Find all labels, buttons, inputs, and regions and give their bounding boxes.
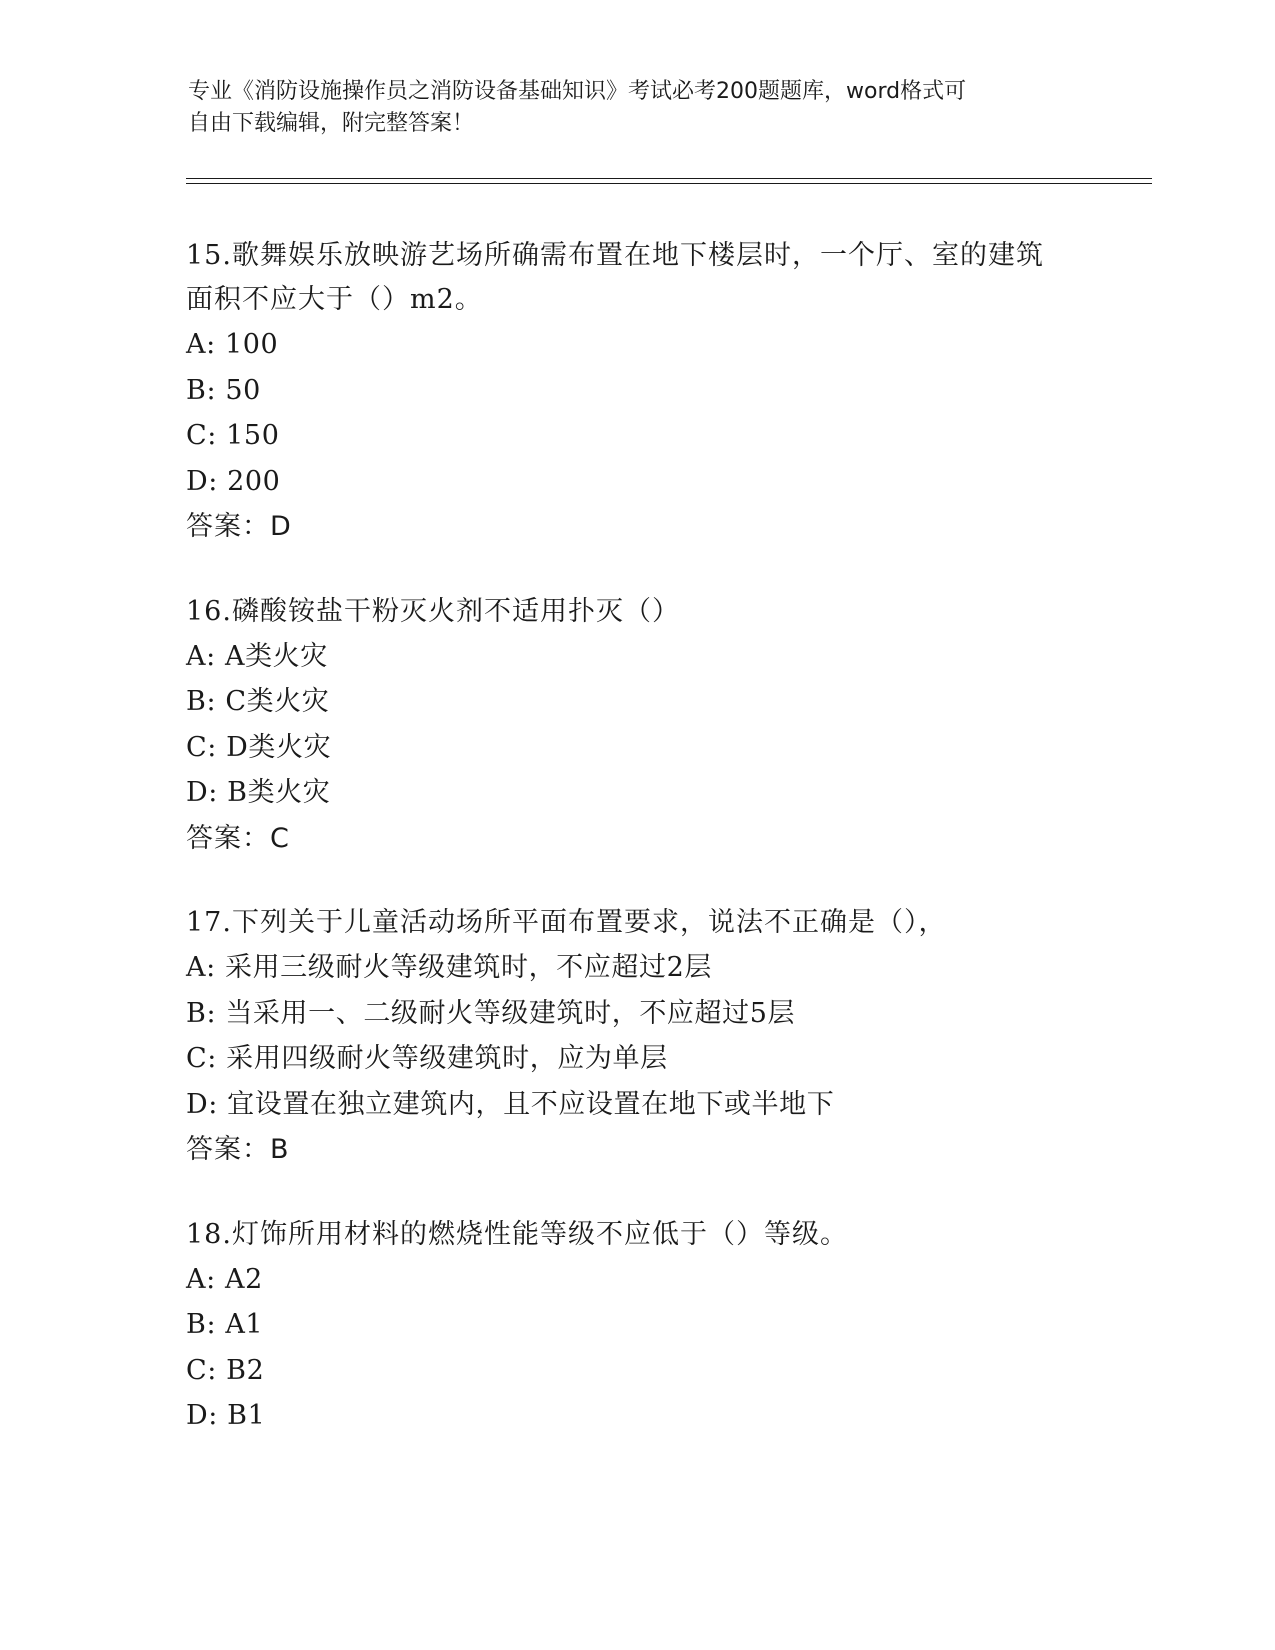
question-stem-line: 面积不应大于（）m2。	[186, 284, 483, 315]
header-divider-bottom	[186, 183, 1152, 184]
question-17	[186, 901, 1086, 1173]
question-stem	[186, 590, 1086, 634]
question-15	[186, 234, 1086, 550]
question-16	[186, 590, 1086, 862]
option-c: C: 150	[186, 420, 280, 451]
question-stem-line: 16.磷酸铵盐干粉灭火剂不适用扑灭（）	[186, 595, 680, 627]
option-a: A: A2	[186, 1263, 263, 1295]
option-b: B: A1	[186, 1309, 264, 1340]
option-c: C: 采用四级耐火等级建筑时，应为单层	[186, 1043, 668, 1074]
question-stem-line: 18.灯饰所用材料的燃烧性能等级不应低于（）等级。	[186, 1218, 848, 1250]
option-a: A: 采用三级耐火等级建筑时，不应超过2层	[186, 952, 712, 983]
header-line-2: 自由下载编辑，附完整答案！	[188, 111, 475, 136]
question-stem-line: 15.歌舞娱乐放映游艺场所确需布置在地下楼层时，一个厅、室的建筑	[186, 240, 1044, 271]
option-d: D: 宜设置在独立建筑内，且不应设置在地下或半地下	[186, 1088, 835, 1120]
option-d: D: 200	[186, 465, 281, 497]
option-b: B: C类火灾	[186, 686, 330, 717]
option-d: D: B类火灾	[186, 777, 331, 808]
question-stem	[186, 901, 1086, 945]
question-stem	[186, 234, 1086, 322]
option-c: C: D类火灾	[186, 731, 332, 763]
document-header	[188, 76, 1068, 140]
header-divider-top	[186, 178, 1152, 179]
option-a: A: A类火灾	[186, 640, 328, 672]
option-b: B: 当采用一、二级耐火等级建筑时，不应超过5层	[186, 997, 796, 1029]
header-line-1: 专业《消防设施操作员之消防设备基础知识》考试必考200题题库，word格式可	[188, 79, 967, 104]
answer-line: 答案：D	[186, 511, 292, 542]
question-stem-line: 17.下列关于儿童活动场所平面布置要求，说法不正确是（），	[186, 907, 947, 938]
answer-line: 答案：B	[186, 1134, 290, 1165]
question-list	[186, 234, 1086, 1479]
option-c: C: B2	[186, 1354, 265, 1386]
answer-line: 答案：C	[186, 822, 290, 854]
option-b: B: 50	[186, 374, 261, 406]
question-stem	[186, 1213, 1086, 1257]
option-a: A: 100	[186, 329, 279, 360]
option-d: D: B1	[186, 1400, 266, 1431]
question-18	[186, 1213, 1086, 1439]
